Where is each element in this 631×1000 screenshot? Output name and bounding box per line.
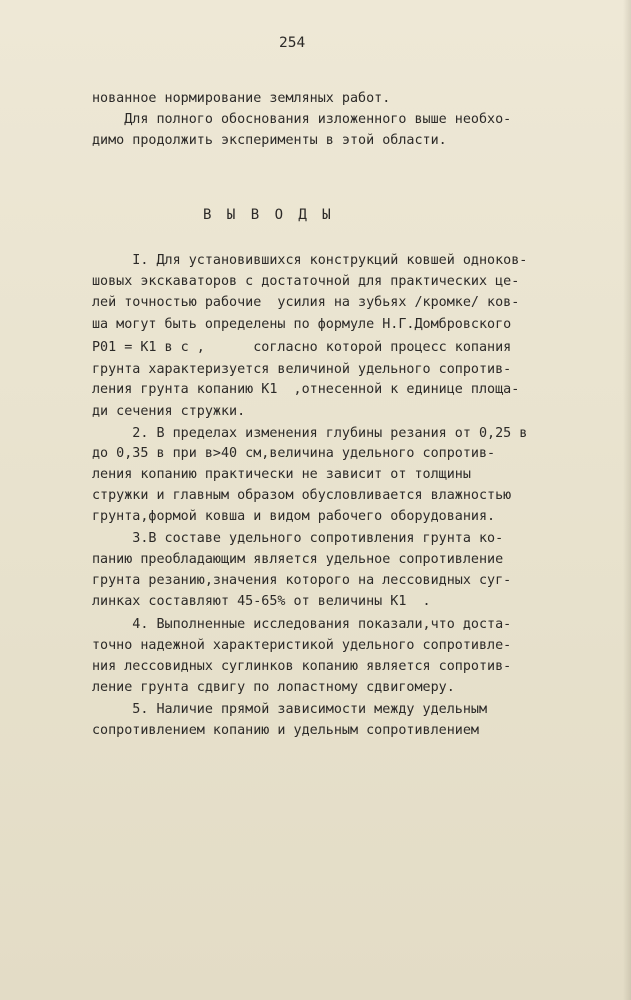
body-line: грунта резанию,значения которого на лессовидных суг-: [92, 573, 512, 588]
intro-line: нованное нормирование земляных работ.: [92, 91, 391, 106]
body-line: 4. Выполненные исследования показали,что доста-: [92, 617, 512, 632]
body-line: ления копанию практически не зависит от толщины: [92, 467, 471, 482]
body-line: панию преобладающим является удельное сопротивление: [92, 552, 504, 567]
body-line: грунта характеризуется величиной удельного сопротив-: [92, 362, 512, 377]
body-line: 5. Наличие прямой зависимости между удельным: [92, 702, 488, 717]
body-line: ди сечения стружки.: [92, 404, 246, 419]
body-line: ния лессовидных суглинков копанию является сопротив-: [92, 659, 512, 674]
formula-line: Р01 = К1 в с , согласно которой процесс копания: [92, 340, 512, 355]
body-line: до 0,35 в при в>40 см,величина удельного сопротив-: [92, 446, 496, 461]
page-number: 254: [279, 35, 306, 51]
body-line: сопротивлением копанию и удельным сопротивлением: [92, 723, 479, 738]
body-line: 2. В пределах изменения глубины резания от 0,25 в: [92, 426, 528, 441]
body-line: стружки и главным образом обусловливается влажностью: [92, 488, 512, 503]
section-heading: В Ы В О Д Ы: [203, 207, 335, 223]
body-line: грунта,формой ковша и видом рабочего оборудования.: [92, 509, 496, 524]
body-line: шовых экскаваторов с достаточной для практических це-: [92, 274, 520, 289]
intro-line: димо продолжить эксперименты в этой области.: [92, 133, 447, 148]
body-line: ша могут быть определены по формуле Н.Г.Домбровского: [92, 317, 512, 332]
body-line: точно надежной характеристикой удельного сопротивле-: [92, 638, 512, 653]
intro-line: Для полного обоснования изложенного выше необхо-: [92, 112, 512, 127]
body-line: ления грунта копанию К1 ,отнесенной к единице площа-: [92, 382, 520, 397]
body-line: лей точностью рабочие усилия на зубьях /кромке/ ков-: [92, 295, 520, 310]
body-line: I. Для установившихся конструкций ковшей одноков-: [92, 253, 528, 268]
body-line: 3.В составе удельного сопротивления грунта ко-: [92, 531, 504, 546]
body-line: ление грунта сдвигу по лопастному сдвигомеру.: [92, 680, 455, 695]
body-line: линках составляют 45-65% от величины К1 .: [92, 594, 431, 609]
page-edge-shadow: [623, 0, 631, 1000]
